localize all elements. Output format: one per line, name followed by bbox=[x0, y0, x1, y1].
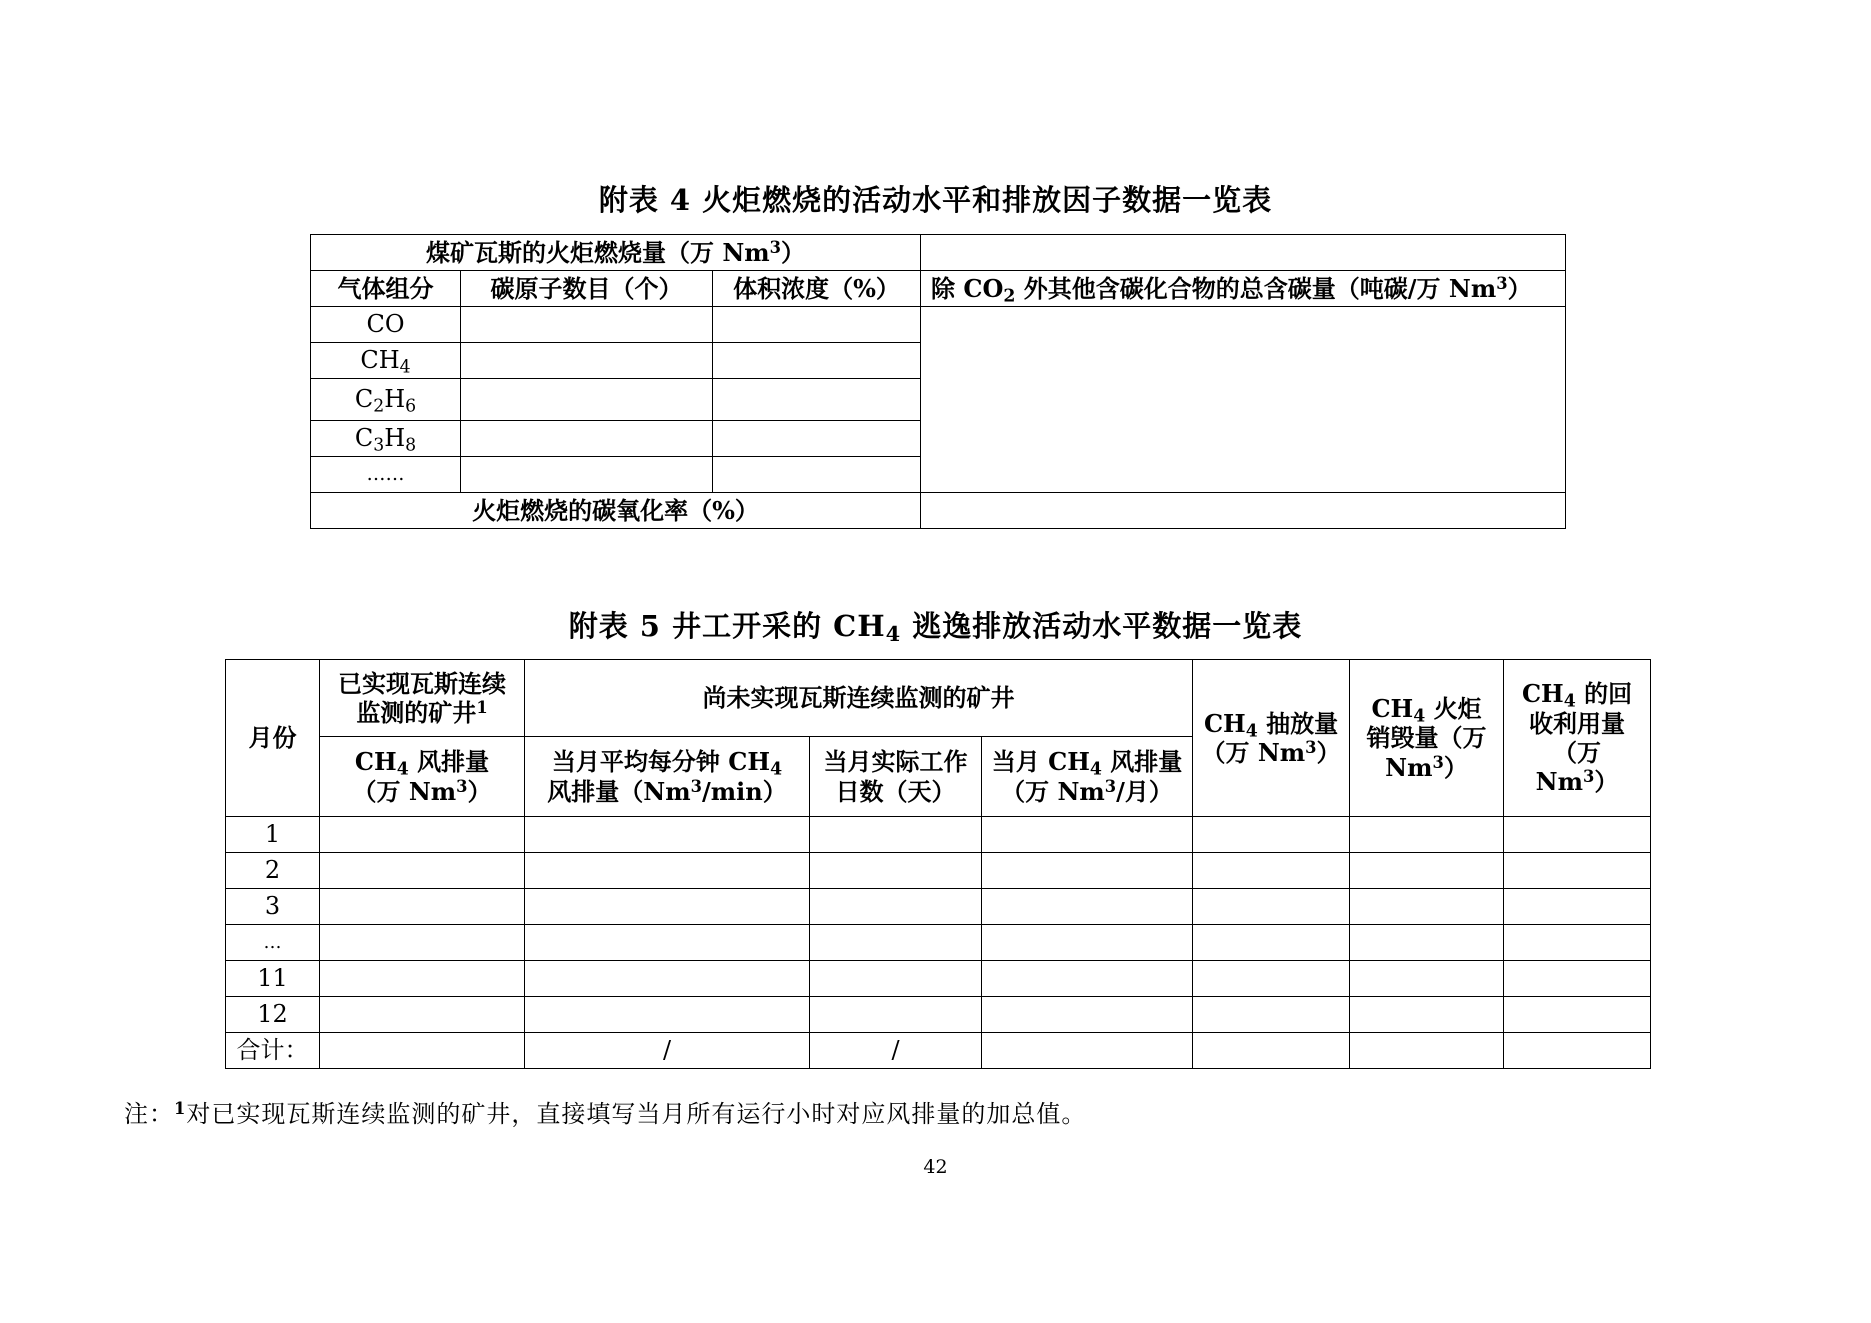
gas-name: $C_3H_8$ bbox=[311, 421, 461, 457]
table5-title: 附表 5 井工开采的 $CH_4$ 逃逸排放活动水平数据一览表 bbox=[568, 609, 1303, 647]
data-cell[interactable] bbox=[320, 925, 525, 961]
month-number: 3 bbox=[226, 889, 320, 925]
data-cell[interactable] bbox=[1193, 817, 1350, 853]
slash-cell: / bbox=[810, 1033, 982, 1069]
ch4-recovery-header: $CH_4$ 的回收利用量（万 Nm$^3$） bbox=[1504, 660, 1651, 817]
avg-per-minute-header: 当月平均每分钟 $CH_4$ 风排量（Nm$^3$/min） bbox=[525, 737, 810, 817]
data-cell[interactable] bbox=[1193, 889, 1350, 925]
data-cell[interactable] bbox=[320, 817, 525, 853]
monitored-mine-header: 已实现瓦斯连续监测的矿井$^1$ bbox=[320, 660, 525, 737]
data-cell[interactable] bbox=[1504, 1033, 1651, 1069]
data-cell[interactable] bbox=[525, 889, 810, 925]
table5 bbox=[225, 659, 1651, 1069]
data-cell[interactable] bbox=[1350, 997, 1504, 1033]
gas-name: CO bbox=[311, 307, 461, 343]
data-cell[interactable] bbox=[810, 997, 982, 1033]
carbon-atoms-cell[interactable] bbox=[461, 457, 713, 493]
data-cell[interactable] bbox=[525, 853, 810, 889]
page-number: 42 bbox=[923, 1156, 948, 1178]
carbon-atoms-cell[interactable] bbox=[461, 343, 713, 379]
data-cell[interactable] bbox=[525, 961, 810, 997]
gas-component-header: 气体组分 bbox=[311, 271, 461, 307]
month-row bbox=[226, 853, 1651, 889]
data-cell[interactable] bbox=[1193, 853, 1350, 889]
work-days-header: 当月实际工作日数（天） bbox=[810, 737, 982, 817]
unmonitored-mine-header: 尚未实现瓦斯连续监测的矿井 bbox=[525, 660, 1193, 737]
data-cell[interactable] bbox=[810, 853, 982, 889]
gas-row bbox=[311, 307, 1566, 343]
gas-name: …… bbox=[311, 457, 461, 493]
month-row bbox=[226, 817, 1651, 853]
data-cell[interactable] bbox=[1504, 925, 1651, 961]
data-cell[interactable] bbox=[1350, 1033, 1504, 1069]
data-cell[interactable] bbox=[1504, 817, 1651, 853]
carbon-atoms-cell[interactable] bbox=[461, 421, 713, 457]
carbon-atoms-header: 碳原子数目（个） bbox=[461, 271, 713, 307]
data-cell[interactable] bbox=[810, 925, 982, 961]
data-cell[interactable] bbox=[810, 889, 982, 925]
ch4-flare-header: $CH_4$ 火炬销毁量（万 Nm$^3$） bbox=[1350, 660, 1504, 817]
data-cell[interactable] bbox=[1504, 853, 1651, 889]
carbon-atoms-cell[interactable] bbox=[461, 307, 713, 343]
oxidation-rate-value-cell[interactable] bbox=[921, 493, 1566, 529]
data-cell[interactable] bbox=[982, 889, 1193, 925]
data-cell[interactable] bbox=[1350, 853, 1504, 889]
total-row bbox=[226, 1033, 1651, 1069]
data-cell[interactable] bbox=[1193, 961, 1350, 997]
data-cell[interactable] bbox=[982, 997, 1193, 1033]
data-cell[interactable] bbox=[525, 817, 810, 853]
data-cell[interactable] bbox=[1193, 997, 1350, 1033]
data-cell[interactable] bbox=[320, 889, 525, 925]
data-cell[interactable] bbox=[1504, 889, 1651, 925]
total-carbon-value-cell[interactable] bbox=[921, 307, 1566, 493]
data-cell[interactable] bbox=[982, 853, 1193, 889]
month-number: 11 bbox=[226, 961, 320, 997]
gas-name: $CH_4$ bbox=[311, 343, 461, 379]
data-cell[interactable] bbox=[1504, 997, 1651, 1033]
volume-concentration-header: 体积浓度（%） bbox=[713, 271, 921, 307]
total-carbon-header: 除 $CO_2$ 外其他含碳化合物的总含碳量（吨碳/万 Nm$^3$） bbox=[921, 271, 1566, 307]
data-cell[interactable] bbox=[1350, 817, 1504, 853]
month-row bbox=[226, 997, 1651, 1033]
data-cell[interactable] bbox=[525, 925, 810, 961]
ch4-drainage-header: $CH_4$ 抽放量（万 Nm$^3$） bbox=[1193, 660, 1350, 817]
month-row bbox=[226, 961, 1651, 997]
data-cell[interactable] bbox=[1350, 961, 1504, 997]
table4 bbox=[310, 234, 1566, 529]
data-cell[interactable] bbox=[320, 997, 525, 1033]
data-cell[interactable] bbox=[1193, 1033, 1350, 1069]
volume-concentration-cell[interactable] bbox=[713, 457, 921, 493]
data-cell[interactable] bbox=[810, 961, 982, 997]
data-cell[interactable] bbox=[320, 853, 525, 889]
ch4-vent-header: $CH_4$ 风排量（万 Nm$^3$） bbox=[320, 737, 525, 817]
flare-volume-header: 煤矿瓦斯的火炬燃烧量（万 Nm$^3$） bbox=[311, 235, 921, 271]
data-cell[interactable] bbox=[1350, 925, 1504, 961]
data-cell[interactable] bbox=[1350, 889, 1504, 925]
data-cell[interactable] bbox=[982, 817, 1193, 853]
data-cell[interactable] bbox=[982, 1033, 1193, 1069]
oxidation-rate-label: 火炬燃烧的碳氧化率（%） bbox=[311, 493, 921, 529]
month-number: 12 bbox=[226, 997, 320, 1033]
data-cell[interactable] bbox=[320, 961, 525, 997]
data-cell[interactable] bbox=[810, 817, 982, 853]
data-cell[interactable] bbox=[1504, 961, 1651, 997]
data-cell[interactable] bbox=[982, 925, 1193, 961]
data-cell[interactable] bbox=[525, 997, 810, 1033]
data-cell[interactable] bbox=[320, 1033, 525, 1069]
gas-name: $C_2H_6$ bbox=[311, 379, 461, 421]
volume-concentration-cell[interactable] bbox=[713, 343, 921, 379]
month-row bbox=[226, 925, 1651, 961]
volume-concentration-cell[interactable] bbox=[713, 421, 921, 457]
monthly-vent-header: 当月 $CH_4$ 风排量（万 Nm$^3$/月） bbox=[982, 737, 1193, 817]
slash-cell: / bbox=[525, 1033, 810, 1069]
month-number: 1 bbox=[226, 817, 320, 853]
flare-volume-value-cell[interactable] bbox=[921, 235, 1566, 271]
table4-title: 附表 4 火炬燃烧的活动水平和排放因子数据一览表 bbox=[598, 183, 1273, 217]
month-number: 2 bbox=[226, 853, 320, 889]
month-number: … bbox=[226, 925, 320, 961]
total-label: 合计： bbox=[226, 1033, 320, 1069]
volume-concentration-cell[interactable] bbox=[713, 307, 921, 343]
month-row bbox=[226, 889, 1651, 925]
volume-concentration-cell[interactable] bbox=[713, 379, 921, 421]
data-cell[interactable] bbox=[1193, 925, 1350, 961]
data-cell[interactable] bbox=[982, 961, 1193, 997]
month-header: 月份 bbox=[226, 660, 320, 817]
carbon-atoms-cell[interactable] bbox=[461, 379, 713, 421]
footnote: 注：$^1$对已实现瓦斯连续监测的矿井，直接填写当月所有运行小时对应风排量的加总值。 bbox=[124, 1098, 1087, 1128]
